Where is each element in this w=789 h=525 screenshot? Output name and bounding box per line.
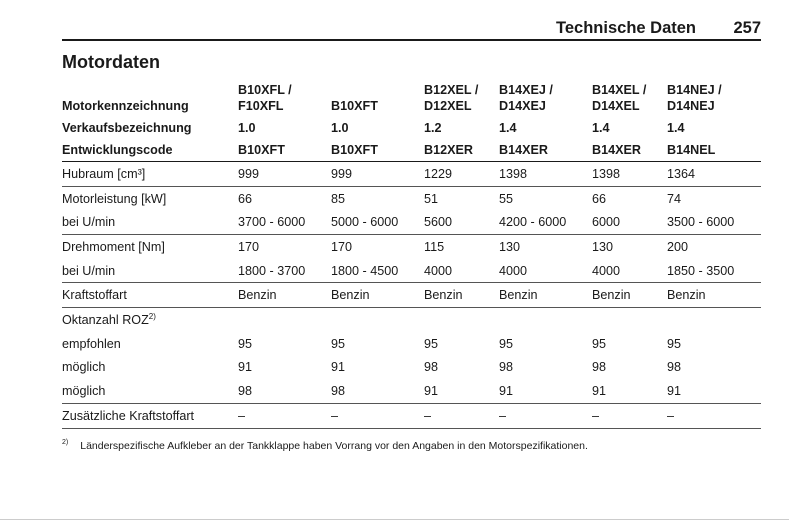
table-cell: 98 [592, 360, 607, 375]
header-cell: B10XFL / F10XFL [238, 83, 292, 113]
header-cell: 1.0 [238, 121, 256, 135]
header-cell: B14NEJ / D14NEJ [667, 83, 722, 113]
table-cell: 1398 [592, 162, 667, 187]
header-cell: B14NEL [667, 139, 761, 162]
table-cell: 98 [499, 360, 514, 375]
table-cell: 85 [331, 191, 346, 206]
table-cell: 999 [331, 162, 424, 187]
table-cell: 95 [592, 336, 607, 351]
table-row-octane-recommended [62, 332, 761, 356]
table-row-torque [62, 235, 761, 259]
header-cell: B12XER [424, 139, 499, 162]
row-label: bei U/min [62, 259, 238, 283]
table-cell [592, 308, 667, 332]
table-cell: 4200 - 6000 [499, 210, 592, 234]
table-cell [331, 308, 424, 332]
table-cell: 200 [667, 239, 689, 254]
table-row-displacement [62, 162, 761, 187]
table-cell: 3500 - 6000 [667, 210, 761, 234]
table-cell: 74 [667, 191, 682, 206]
table-row-fuel-type [62, 283, 761, 308]
row-label: möglich [62, 360, 106, 375]
header-row-sales-name [62, 117, 761, 139]
header-cell: B10XFT [331, 99, 378, 113]
table-cell: 95 [424, 336, 439, 351]
header-label: Motorkennzeichnung [62, 99, 189, 113]
header-row-engine-id [62, 77, 761, 117]
table-cell: 130 [592, 239, 614, 254]
table-cell: 4000 [592, 259, 667, 283]
table-cell [667, 308, 761, 332]
header-cell: 1.4 [499, 121, 517, 135]
table-cell: 1364 [667, 162, 761, 187]
table-cell: 4000 [424, 259, 499, 283]
header-row-dev-code [62, 139, 761, 162]
table-cell: 3700 - 6000 [238, 210, 331, 234]
table-cell: – [667, 403, 761, 428]
table-cell: 6000 [592, 210, 667, 234]
table-cell: 170 [238, 239, 260, 254]
table-cell: 1800 - 3700 [238, 259, 331, 283]
table-cell: 91 [424, 379, 499, 403]
table-cell [238, 308, 331, 332]
table-row-torque-rpm [62, 259, 761, 283]
row-label: möglich [62, 379, 238, 403]
row-label-text: Oktanzahl ROZ [62, 312, 149, 327]
table-cell: 66 [238, 191, 253, 206]
header-cell: B14XEL / D14XEL [592, 83, 647, 113]
table-cell: Benzin [499, 283, 592, 308]
page-header [62, 18, 761, 40]
table-cell: 4000 [499, 259, 592, 283]
row-label: Kraftstoffart [62, 283, 238, 308]
table-cell: 5600 [424, 210, 499, 234]
header-label: Entwicklungscode [62, 139, 238, 162]
header-cell: B10XFT [238, 139, 331, 162]
header-cell: 1.4 [592, 121, 610, 135]
header-cell: B14XER [499, 139, 592, 162]
table-cell: 66 [592, 191, 607, 206]
table-cell: – [238, 403, 331, 428]
table-cell: 95 [238, 336, 253, 351]
table-cell: 130 [499, 239, 521, 254]
table-cell: 91 [238, 360, 253, 375]
table-cell: 95 [331, 336, 346, 351]
footnote-text: Länderspezifische Aufkleber an der Tankklappe haben Vorrang vor den Angaben in den Motorspezifikationen. [80, 440, 588, 452]
footnote [62, 440, 588, 452]
row-label: Zusätzliche Kraftstoffart [62, 403, 238, 428]
table-cell: Benzin [592, 283, 667, 308]
header-cell: B14XER [592, 139, 667, 162]
row-label: bei U/min [62, 210, 238, 234]
header-cell: 1.0 [331, 121, 349, 135]
table-cell: – [424, 403, 499, 428]
table-cell: – [592, 403, 667, 428]
table-cell: Benzin [424, 283, 499, 308]
table-row-power [62, 186, 761, 210]
table-cell: 95 [667, 336, 682, 351]
table-row-octane [62, 308, 761, 332]
footnote-ref: 2) [148, 311, 156, 321]
engine-data-table [62, 77, 761, 429]
table-cell: 91 [499, 379, 592, 403]
table-cell: Benzin [667, 283, 761, 308]
table-row-octane-possible-1 [62, 356, 761, 380]
table-cell: 98 [238, 379, 331, 403]
table-cell: 55 [499, 191, 514, 206]
header-cell: B14XEJ / D14XEJ [499, 83, 553, 113]
header-label: Verkaufsbezeichnung [62, 121, 192, 135]
table-cell: 999 [238, 162, 331, 187]
table-cell: 1229 [424, 162, 499, 187]
table-cell: 115 [424, 239, 445, 254]
table-cell: 98 [667, 360, 682, 375]
footnote-mark: 2) [62, 439, 69, 446]
table-cell: 1800 - 4500 [331, 259, 424, 283]
row-label: Motorleistung [kW] [62, 191, 167, 206]
table-cell: 170 [331, 239, 353, 254]
row-label: Hubraum [cm³] [62, 162, 238, 187]
page-number: 257 [733, 19, 761, 37]
header-cell: B12XEL / D12XEL [424, 83, 479, 113]
table-cell: – [499, 403, 592, 428]
table-cell: Benzin [331, 283, 424, 308]
table-cell: 91 [667, 379, 761, 403]
table-cell: 1850 - 3500 [667, 259, 761, 283]
table-cell: – [331, 403, 424, 428]
row-label: Drehmoment [Nm] [62, 239, 165, 254]
header-cell: B10XFT [331, 139, 424, 162]
table-cell: 98 [424, 360, 439, 375]
bottom-divider [0, 519, 789, 520]
table-cell: 95 [499, 336, 514, 351]
table-cell: 1398 [499, 162, 592, 187]
row-label: empfohlen [62, 336, 121, 351]
table-cell: 91 [331, 360, 346, 375]
table-cell: 5000 - 6000 [331, 210, 424, 234]
table-row-additional-fuel [62, 403, 761, 428]
table-row-octane-possible-2 [62, 379, 761, 403]
table-cell: Benzin [238, 283, 331, 308]
table-cell: 91 [592, 379, 667, 403]
table-cell: 51 [424, 191, 439, 206]
table-cell: 98 [331, 379, 424, 403]
header-cell: 1.4 [667, 121, 685, 135]
table-cell [424, 308, 499, 332]
section-title: Motordaten [62, 52, 160, 72]
table-row-power-rpm [62, 210, 761, 234]
header-title: Technische Daten [556, 19, 696, 37]
table-cell [499, 308, 592, 332]
header-cell: 1.2 [424, 121, 442, 135]
header-rule [62, 39, 761, 41]
row-label [62, 308, 238, 332]
